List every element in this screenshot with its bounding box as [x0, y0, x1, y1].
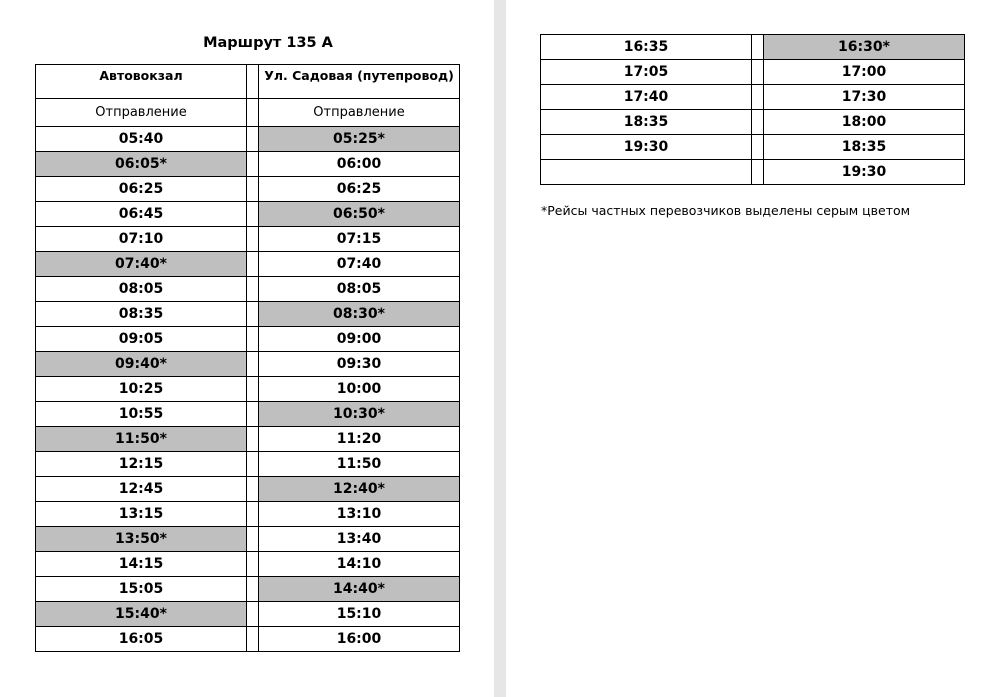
departure-time-right: 06:25: [259, 177, 460, 202]
departure-time-left: 06:25: [36, 177, 247, 202]
column-separator: [247, 327, 259, 352]
table-row: [541, 135, 965, 160]
departure-time-right: 16:00: [259, 627, 460, 652]
departure-time-right: 09:00: [259, 327, 460, 352]
departure-time-right: 18:00: [764, 110, 965, 135]
column-separator: [247, 152, 259, 177]
table-row: [541, 35, 965, 60]
departure-time-left: 07:40*: [36, 252, 247, 277]
column-separator: [247, 177, 259, 202]
column-separator: [752, 160, 764, 185]
schedule-table-page-1: [35, 64, 460, 652]
departure-time-left: 09:05: [36, 327, 247, 352]
column-separator: [247, 377, 259, 402]
departure-time-right: 10:30*: [259, 402, 460, 427]
departure-time-left: 09:40*: [36, 352, 247, 377]
column-header-departure-station: Автовокзал: [36, 65, 247, 99]
table-row: [36, 252, 460, 277]
column-subheader-left: Отправление: [36, 99, 247, 127]
departure-time-left: 12:45: [36, 477, 247, 502]
departure-time-left: 15:05: [36, 577, 247, 602]
departure-time-right: 05:25*: [259, 127, 460, 152]
table-row: [36, 352, 460, 377]
column-separator: [752, 110, 764, 135]
departure-time-right: 11:50: [259, 452, 460, 477]
departure-time-right: 18:35: [764, 135, 965, 160]
subheader-row: [36, 99, 460, 127]
table-row: [36, 527, 460, 552]
departure-time-right: 11:20: [259, 427, 460, 452]
departure-time-left: 06:05*: [36, 152, 247, 177]
departure-time-right: 12:40*: [259, 477, 460, 502]
column-subheader-right: Отправление: [259, 99, 460, 127]
departure-time-left: 07:10: [36, 227, 247, 252]
table-row: [541, 60, 965, 85]
table-row: [36, 427, 460, 452]
departure-time-left: 16:05: [36, 627, 247, 652]
column-separator: [247, 227, 259, 252]
table-row: [36, 277, 460, 302]
table-row: [36, 602, 460, 627]
table-row: [36, 377, 460, 402]
column-separator: [247, 402, 259, 427]
departure-time-right: 06:50*: [259, 202, 460, 227]
departure-time-left: 13:50*: [36, 527, 247, 552]
departure-time-right: 10:00: [259, 377, 460, 402]
departure-time-left: 14:15: [36, 552, 247, 577]
document-page-1: [0, 0, 494, 697]
document-page-2: [506, 0, 1000, 697]
departure-time-right: 17:30: [764, 85, 965, 110]
column-separator: [752, 85, 764, 110]
departure-time-left: 10:25: [36, 377, 247, 402]
table-row: [36, 627, 460, 652]
table-row: [36, 327, 460, 352]
departure-time-left: 10:55: [36, 402, 247, 427]
departure-time-left: 15:40*: [36, 602, 247, 627]
column-separator: [247, 527, 259, 552]
departure-time-left: 05:40: [36, 127, 247, 152]
departure-time-right: 19:30: [764, 160, 965, 185]
table-row: [36, 402, 460, 427]
table-row: [36, 127, 460, 152]
departure-time-right: 06:00: [259, 152, 460, 177]
table-row: [36, 452, 460, 477]
departure-time-left: 18:35: [541, 110, 752, 135]
column-separator: [247, 252, 259, 277]
column-separator: [247, 602, 259, 627]
departure-time-right: 07:40: [259, 252, 460, 277]
column-separator: [247, 452, 259, 477]
column-separator: [247, 277, 259, 302]
departure-time-left: 16:35: [541, 35, 752, 60]
column-separator: [247, 627, 259, 652]
departure-time-right: 09:30: [259, 352, 460, 377]
column-separator: [247, 477, 259, 502]
departure-time-right: 17:00: [764, 60, 965, 85]
column-separator: [247, 99, 259, 127]
departure-time-right: 07:15: [259, 227, 460, 252]
column-separator: [247, 65, 259, 99]
departure-time-right: 13:40: [259, 527, 460, 552]
column-separator: [247, 502, 259, 527]
departure-time-right: 14:40*: [259, 577, 460, 602]
footnote: *Рейсы частных перевозчиков выделены серым цветом: [541, 203, 911, 218]
table-row: [36, 202, 460, 227]
table-row: [541, 110, 965, 135]
departure-time-left: 12:15: [36, 452, 247, 477]
column-separator: [247, 302, 259, 327]
table-row: [541, 85, 965, 110]
column-separator: [247, 202, 259, 227]
departure-time-left: 06:45: [36, 202, 247, 227]
column-separator: [752, 135, 764, 160]
departure-time-right: 15:10: [259, 602, 460, 627]
departure-time-right: 14:10: [259, 552, 460, 577]
table-row: [541, 160, 965, 185]
departure-time-left: 11:50*: [36, 427, 247, 452]
departure-time-left: 17:05: [541, 60, 752, 85]
header-row: [36, 65, 460, 99]
column-separator: [247, 427, 259, 452]
column-separator: [752, 35, 764, 60]
departure-time-right: 08:05: [259, 277, 460, 302]
table-row: [36, 302, 460, 327]
table-row: [36, 227, 460, 252]
departure-time-left: 19:30: [541, 135, 752, 160]
column-separator: [247, 127, 259, 152]
table-row: [36, 577, 460, 602]
column-separator: [247, 352, 259, 377]
table-row: [36, 177, 460, 202]
departure-time-left: [541, 160, 752, 185]
schedule-table-page-2: [540, 34, 965, 185]
departure-time-right: 08:30*: [259, 302, 460, 327]
table-row: [36, 552, 460, 577]
departure-time-right: 16:30*: [764, 35, 965, 60]
departure-time-left: 17:40: [541, 85, 752, 110]
departure-time-left: 13:15: [36, 502, 247, 527]
column-separator: [247, 552, 259, 577]
departure-time-right: 13:10: [259, 502, 460, 527]
column-separator: [752, 60, 764, 85]
table-row: [36, 502, 460, 527]
column-header-sadovaya-street: Ул. Садовая (путепровод): [259, 65, 460, 99]
table-row: [36, 152, 460, 177]
table-row: [36, 477, 460, 502]
route-title: Маршрут 135 А: [203, 35, 333, 51]
departure-time-left: 08:05: [36, 277, 247, 302]
departure-time-left: 08:35: [36, 302, 247, 327]
column-separator: [247, 577, 259, 602]
